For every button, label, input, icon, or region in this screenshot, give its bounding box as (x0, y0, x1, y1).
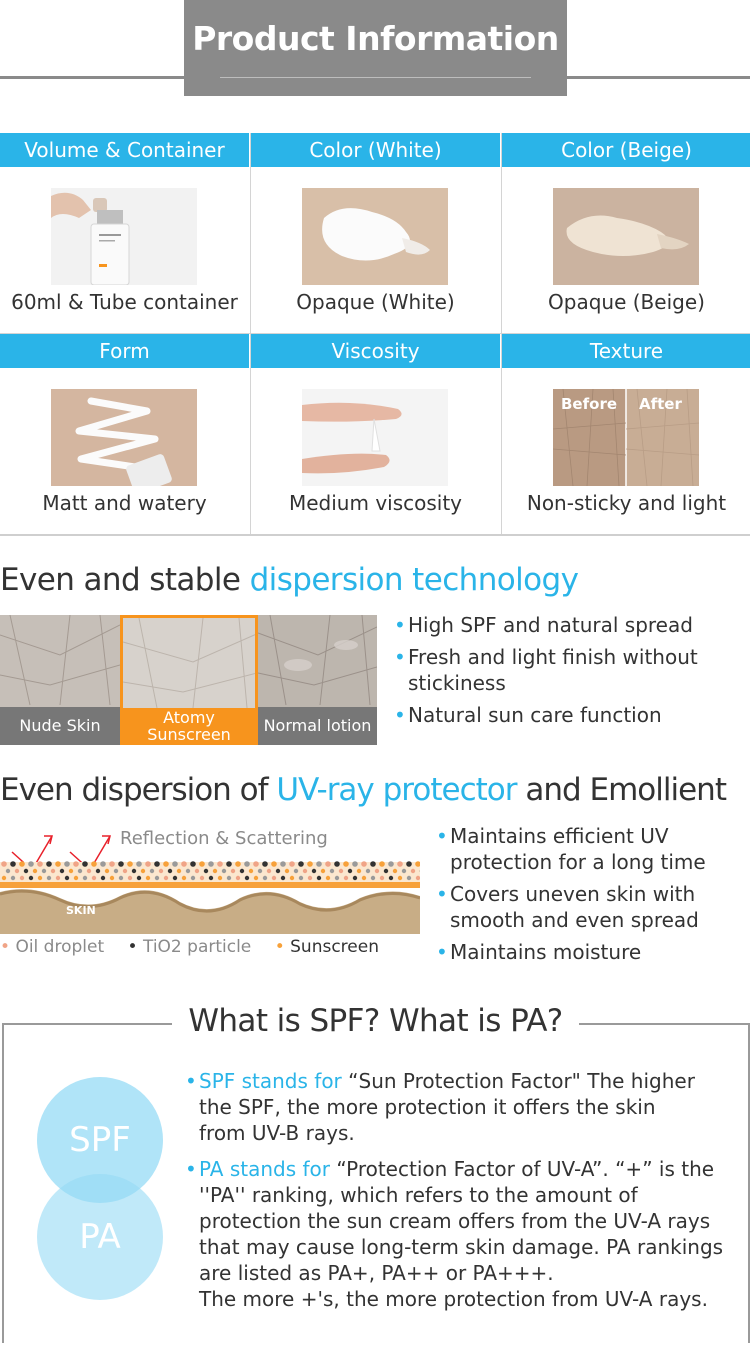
pa-lead: PA stands for (199, 1157, 330, 1181)
particle-dot (172, 861, 178, 867)
particle-dot (123, 869, 127, 873)
particle-dot (294, 869, 298, 873)
particle-dot (24, 869, 28, 873)
beige-cream-swatch-photo (553, 188, 699, 285)
particle-dot (127, 861, 133, 867)
particle-dot (406, 861, 412, 867)
particle-dot (42, 869, 46, 873)
info-cell-color-beige (502, 133, 750, 333)
particle-dot (352, 861, 358, 867)
particle-dot (308, 876, 312, 880)
legend-dot-sunscreen: • (274, 937, 285, 957)
uv-bullet: • Covers uneven skin with smooth and even spread (436, 882, 699, 932)
particle-dot (280, 861, 286, 867)
info-cell-form (0, 334, 249, 534)
info-cell-texture (502, 334, 750, 534)
particle-dot (321, 869, 325, 873)
bullet-dot: • (185, 1157, 197, 1181)
grid-row-divider (0, 333, 750, 334)
particle-dot (298, 861, 304, 867)
particle-dot (380, 876, 384, 880)
particle-dot (281, 876, 285, 880)
legend-oil: Oil droplet (15, 937, 105, 957)
particle-dot (60, 869, 64, 873)
particle-dot (46, 861, 52, 867)
particle-dot (240, 869, 244, 873)
panel-normal-lotion (258, 615, 377, 745)
panel-label: Nude Skin (0, 707, 120, 745)
particle-dot (69, 869, 73, 873)
dispersion-bullet: • High SPF and natural spread (394, 613, 693, 637)
uv-heading-accent: UV-ray protector (276, 772, 517, 808)
dispersion-bullet: • Fresh and light finish without stickiness (394, 645, 698, 695)
spf-text: “Sun Protection Factor" The higher the SPF, the more protection it offers the skin from UV-B rays. (199, 1069, 695, 1145)
particle-dot (91, 861, 97, 867)
reflection-scattering-label: Reflection & Scattering (120, 828, 328, 849)
particle-dot (96, 869, 100, 873)
particle-dot (19, 861, 25, 867)
particle-dot (173, 876, 177, 880)
particle-dot (384, 869, 388, 873)
cell-caption: Form (0, 334, 249, 368)
spf-circle: SPF (37, 1077, 163, 1203)
page-title: Product Information (192, 19, 559, 58)
particle-dot (145, 861, 151, 867)
particle-dot (200, 876, 204, 880)
particle-dot (271, 861, 277, 867)
particle-dot (362, 876, 366, 880)
particle-dot (213, 869, 217, 873)
uv-legend (0, 937, 379, 957)
particle-dot (33, 869, 37, 873)
cell-caption: Volume & Container (0, 133, 249, 167)
particle-dot (357, 869, 361, 873)
particle-dot (199, 861, 205, 867)
dispersion-bullet: • Natural sun care function (394, 703, 662, 727)
particle-dot (393, 869, 397, 873)
legend-sunscreen: Sunscreen (290, 937, 379, 957)
particle-dot (254, 876, 258, 880)
particle-dot (204, 869, 208, 873)
particle-dot (110, 876, 114, 880)
particle-dot (2, 876, 6, 880)
panel-label: Atomy Sunscreen (123, 708, 255, 745)
header-underline (220, 77, 531, 78)
cell-label: Non-sticky and light (526, 491, 727, 515)
texture-before-after-photo (553, 389, 699, 486)
particle-dot (222, 869, 226, 873)
bullet-dot: • (394, 613, 406, 637)
cell-label: 60ml & Tube container (11, 290, 238, 314)
particle-dot (370, 861, 376, 867)
particle-dot (163, 861, 169, 867)
pa-text-closing: The more +'s, the more protection from UV-A rays. (199, 1287, 708, 1311)
uv-heading (0, 772, 726, 808)
bullet-dot: • (185, 1069, 197, 1093)
particle-dot (10, 861, 16, 867)
cell-caption: Color (Beige) (502, 133, 750, 167)
dispersion-heading-accent: dispersion technology (249, 562, 579, 598)
spf-definition (185, 1068, 699, 1146)
particle-dot (114, 869, 118, 873)
info-cell-volume (0, 133, 249, 333)
legend-tio2: TiO2 particle (142, 937, 252, 957)
particle-dot (47, 876, 51, 880)
panel-atomy-sunscreen (120, 615, 258, 745)
particle-dot (231, 869, 235, 873)
uv-heading-part1: Even dispersion of (0, 772, 277, 808)
texture-before-label: Before (561, 395, 618, 413)
bullet-dot: • (436, 824, 448, 848)
cell-label: Medium viscosity (288, 491, 463, 515)
particle-dot (56, 876, 60, 880)
particle-dot (397, 861, 403, 867)
pa-circle: PA (37, 1174, 163, 1300)
particle-dot (155, 876, 159, 880)
particle-dot (334, 861, 340, 867)
particle-dot (38, 876, 42, 880)
bullet-dot: • (436, 882, 448, 906)
particle-dot (82, 861, 88, 867)
product-info-grid (0, 133, 750, 536)
particle-dot (141, 869, 145, 873)
particle-dot (209, 876, 213, 880)
panel-nude-skin (0, 615, 120, 745)
particle-dot (389, 876, 393, 880)
particle-dot (307, 861, 313, 867)
particle-dot (177, 869, 181, 873)
particle-dot (159, 869, 163, 873)
particle-dot (317, 876, 321, 880)
particle-dot (416, 876, 420, 880)
particle-dot (118, 861, 124, 867)
uv-bullet: • Maintains moisture (436, 940, 642, 964)
particle-dot (92, 876, 96, 880)
particle-dot (348, 869, 352, 873)
particle-dot (226, 861, 232, 867)
particle-dot (218, 876, 222, 880)
particle-dot (253, 861, 259, 867)
particle-dot (168, 869, 172, 873)
white-cream-swatch-photo (302, 188, 448, 285)
particle-dot (312, 869, 316, 873)
particle-dot (326, 876, 330, 880)
particle-dot (249, 869, 253, 873)
bullet-dot: • (436, 940, 448, 964)
particle-dot (235, 861, 241, 867)
particle-dot (276, 869, 280, 873)
particle-dot (195, 869, 199, 873)
particle-dot (136, 861, 142, 867)
particle-dot (339, 869, 343, 873)
particle-dot (411, 869, 415, 873)
particle-dot (325, 861, 331, 867)
particle-dot (6, 869, 10, 873)
skin-comparison-panels (0, 615, 377, 745)
particle-dot (366, 869, 370, 873)
particle-dot (65, 876, 69, 880)
particle-dot (181, 861, 187, 867)
particle-dot (190, 861, 196, 867)
dispersion-heading-plain: Even and stable (0, 562, 250, 598)
particle-dot (208, 861, 214, 867)
particle-dot (186, 869, 190, 873)
particle-dot (388, 861, 394, 867)
particle-dot (164, 876, 168, 880)
legend-dot-oil: • (0, 937, 11, 957)
particle-dot (128, 876, 132, 880)
particle-dot (244, 861, 250, 867)
particle-dot (109, 861, 115, 867)
particle-dot (119, 876, 123, 880)
particle-dot (263, 876, 267, 880)
particle-dot (258, 869, 262, 873)
viscosity-fingers-photo (302, 389, 448, 486)
particle-dot (20, 876, 24, 880)
particle-dot (262, 861, 268, 867)
particle-dot (137, 876, 141, 880)
particle-dot (343, 861, 349, 867)
particle-dot (303, 869, 307, 873)
cell-caption: Color (White) (251, 133, 500, 167)
header-box (184, 0, 567, 96)
particle-dot (1, 861, 7, 867)
particle-dot (154, 861, 160, 867)
particle-dot (55, 861, 61, 867)
particle-dot (285, 869, 289, 873)
particle-dot (78, 869, 82, 873)
particle-dot (330, 869, 334, 873)
particle-dot (191, 876, 195, 880)
texture-after-label: After (639, 395, 682, 413)
dispersion-heading (0, 562, 578, 598)
cell-caption: Viscosity (251, 334, 500, 368)
bullet-dot: • (394, 645, 406, 669)
particle-dot (29, 876, 33, 880)
particle-dot (236, 876, 240, 880)
particle-dot (37, 861, 43, 867)
particle-dot (11, 876, 15, 880)
legend-dot-tio2: • (127, 937, 138, 957)
particle-dot (344, 876, 348, 880)
pa-definition (185, 1156, 724, 1312)
uv-bullet: • Maintains efficient UV protection for a long time (436, 824, 706, 874)
particle-dot (267, 869, 271, 873)
particle-dot (101, 876, 105, 880)
info-cell-viscosity (251, 334, 500, 534)
cell-label: Matt and watery (42, 491, 207, 515)
particle-dot (73, 861, 79, 867)
uv-heading-part2: and Emollient (516, 772, 726, 808)
tube-container-photo (51, 188, 197, 285)
particle-dot (316, 861, 322, 867)
form-cream-zigzag-photo (51, 389, 197, 486)
info-cell-color-white (251, 133, 500, 333)
particle-dot (379, 861, 385, 867)
particle-dot (217, 861, 223, 867)
particle-dot (290, 876, 294, 880)
particle-dot (105, 869, 109, 873)
skin-label: SKIN (66, 904, 96, 917)
particle-dot (407, 876, 411, 880)
particle-dot (402, 869, 406, 873)
particle-dot (361, 861, 367, 867)
spf-pa-heading: What is SPF? What is PA? (172, 1003, 579, 1039)
pa-text: “Protection Factor of UV-A”. “+” is the ''PA'' ranking, which refers to the amount of protection the sun cream offers from the UV-A rays that may cause long-term skin damage. PA rankings are listed as PA+, PA++ or PA+++. (199, 1157, 724, 1285)
particle-dot (28, 861, 34, 867)
particle-dot (87, 869, 91, 873)
uv-dispersion-diagram (0, 822, 420, 942)
bullet-dot: • (394, 703, 406, 727)
particle-dot (299, 876, 303, 880)
particle-dot (64, 861, 70, 867)
particle-dot (375, 869, 379, 873)
particle-dot (146, 876, 150, 880)
particle-dot (15, 869, 19, 873)
particle-dot (83, 876, 87, 880)
panel-label: Normal lotion (258, 707, 377, 745)
particle-dot (371, 876, 375, 880)
particle-dot (51, 869, 55, 873)
particle-dot (100, 861, 106, 867)
particle-dot (353, 876, 357, 880)
cell-label: Opaque (White) (296, 290, 455, 314)
particle-dot (272, 876, 276, 880)
particle-dot (132, 869, 136, 873)
particle-dot (398, 876, 402, 880)
particle-dot (182, 876, 186, 880)
cell-label: Opaque (Beige) (548, 290, 705, 314)
cell-caption: Texture (502, 334, 750, 368)
particle-dot (289, 861, 295, 867)
particle-dot (150, 869, 154, 873)
particle-dot (74, 876, 78, 880)
particle-dot (245, 876, 249, 880)
particle-dot (227, 876, 231, 880)
spf-lead: SPF stands for (199, 1069, 342, 1093)
particle-dot (335, 876, 339, 880)
